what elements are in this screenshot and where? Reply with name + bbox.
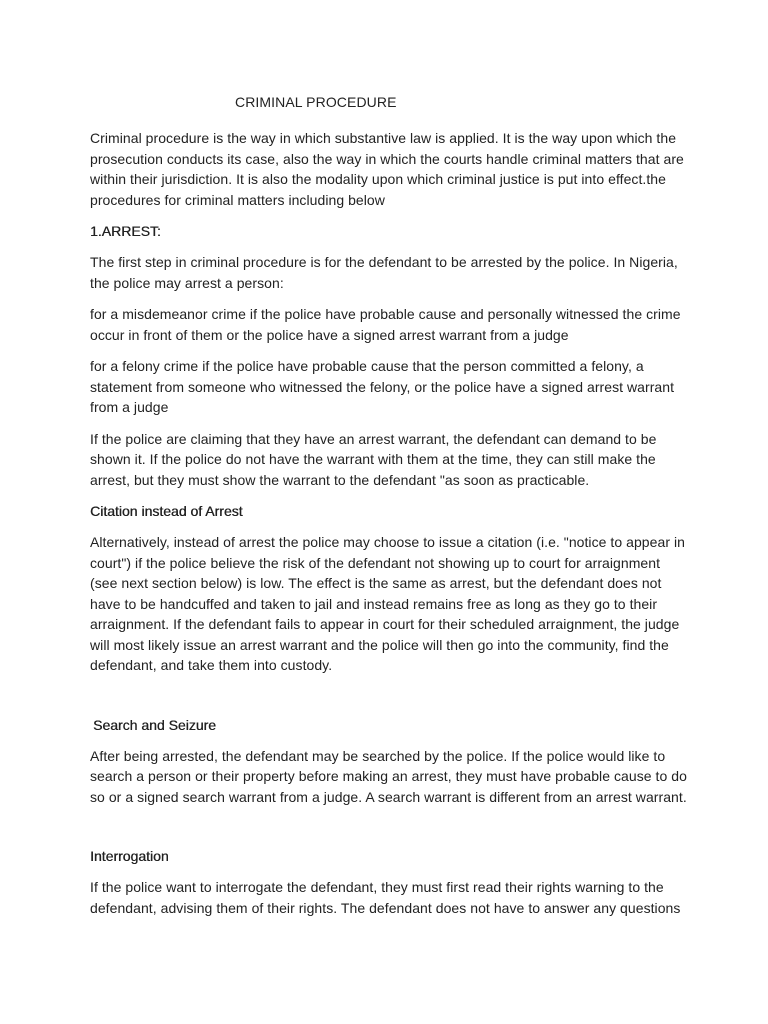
section-heading-interrogation: Interrogation [90,848,169,864]
interrogation-paragraph: If the police want to interrogate the defendant, they must first read their rights warning to the defendant, advising them of their rights. The defendant does not have to answer any questions [90,879,681,916]
section-heading-citation: Citation instead of Arrest [90,503,243,519]
section-heading-search-and-seizure: Search and Seizure [93,716,216,733]
search-paragraph: After being arrested, the defendant may be searched by the police. If the police would like to search a person or their property before making an arrest, they must have probable cause to do so or a signed search warrant from a judge. A search warrant is different from an arrest warrant. [90,747,687,805]
section-heading-arrest: 1.ARREST: [90,223,161,239]
arrest-paragraph-4: If the police are claiming that they have an arrest warrant, the defendant can demand to be shown it. If the police do not have the warrant with them at the time, they can still make the arrest, but they must show the warrant to the defendant "as soon as practicable. [90,430,657,488]
section-gap [90,818,690,846]
intro-paragraph: Criminal procedure is the way in which substantive law is applied. It is the way upon which the prosecution conducts its case, also the way in which the courts handle criminal matters that are within their jurisdiction. It is also the modality upon which criminal justice is put into effect.the procedures for criminal matters including below [90,130,684,208]
section-gap [90,687,690,715]
page-title: CRIMINAL PROCEDURE [235,94,397,110]
citation-paragraph: Alternatively, instead of arrest the police may choose to issue a citation (i.e. "notice to appear in court") if the police believe the risk of the defendant not showing up to court for arraignment (see next section below) is low. The effect is the same as arrest, but the defendant does not have to be handcuffed and taken to jail and instead remains free as long as they go to their arraignment. If the defendant fails to appear in court for their scheduled arraignment, the judge will most likely issue an arrest warrant and the police will then go into the community, find the defendant, and take them into custody. [90,534,685,673]
document-body [90,92,690,929]
arrest-paragraph-2: for a misdemeanor crime if the police have probable cause and personally witnessed the crime occur in front of them or the police have a signed arrest warrant from a judge [90,306,681,343]
arrest-paragraph-1: The first step in criminal procedure is for the defendant to be arrested by the police. In Nigeria, the police may arrest a person: [90,254,678,291]
arrest-paragraph-3: for a felony crime if the police have probable cause that the person committed a felony, a statement from someone who witnessed the felony, or the police have a signed arrest warrant from a judge [90,358,675,415]
